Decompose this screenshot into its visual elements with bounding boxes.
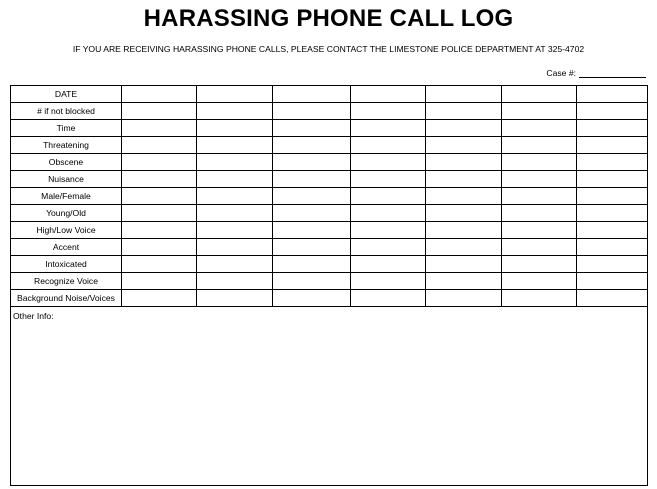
entry-cell[interactable] <box>351 188 426 205</box>
entry-cell[interactable] <box>426 171 502 188</box>
entry-cell[interactable] <box>351 239 426 256</box>
log-row <box>11 86 648 103</box>
entry-cell[interactable] <box>502 86 577 103</box>
entry-cell[interactable] <box>351 103 426 120</box>
row-label: High/Low Voice <box>11 222 122 239</box>
entry-cell[interactable] <box>273 154 351 171</box>
entry-cell[interactable] <box>502 188 577 205</box>
row-label: Threatening <box>11 137 122 154</box>
case-number-blank[interactable] <box>579 68 646 78</box>
entry-cell[interactable] <box>197 188 273 205</box>
case-number-label: Case #: <box>546 68 576 78</box>
entry-cell[interactable] <box>122 273 197 290</box>
row-label: Accent <box>11 239 122 256</box>
entry-cell[interactable] <box>197 120 273 137</box>
entry-cell[interactable] <box>502 137 577 154</box>
call-log-table <box>10 85 648 307</box>
log-row <box>11 222 648 239</box>
entry-cell[interactable] <box>351 137 426 154</box>
entry-cell[interactable] <box>122 103 197 120</box>
log-row <box>11 256 648 273</box>
entry-cell[interactable] <box>502 256 577 273</box>
other-info-label: Other Info: <box>13 311 54 321</box>
entry-cell[interactable] <box>351 273 426 290</box>
entry-cell[interactable] <box>197 137 273 154</box>
entry-cell[interactable] <box>426 273 502 290</box>
entry-cell[interactable] <box>426 290 502 307</box>
entry-cell[interactable] <box>502 222 577 239</box>
entry-cell[interactable] <box>426 256 502 273</box>
entry-cell[interactable] <box>351 154 426 171</box>
entry-cell[interactable] <box>273 205 351 222</box>
entry-cell[interactable] <box>577 239 648 256</box>
entry-cell[interactable] <box>577 120 648 137</box>
row-label: DATE <box>11 86 122 103</box>
entry-cell[interactable] <box>197 86 273 103</box>
form-title: HARASSING PHONE CALL LOG <box>143 5 514 32</box>
entry-cell[interactable] <box>426 154 502 171</box>
entry-cell[interactable] <box>273 273 351 290</box>
entry-cell[interactable] <box>273 239 351 256</box>
entry-cell[interactable] <box>197 222 273 239</box>
entry-cell[interactable] <box>502 120 577 137</box>
entry-cell[interactable] <box>577 103 648 120</box>
row-label: # if not blocked <box>11 103 122 120</box>
entry-cell[interactable] <box>426 137 502 154</box>
entry-cell[interactable] <box>197 154 273 171</box>
log-row <box>11 273 648 290</box>
entry-cell[interactable] <box>426 120 502 137</box>
entry-cell[interactable] <box>351 205 426 222</box>
log-row <box>11 154 648 171</box>
entry-cell[interactable] <box>197 205 273 222</box>
entry-cell[interactable] <box>122 239 197 256</box>
entry-cell[interactable] <box>122 171 197 188</box>
row-label: Young/Old <box>11 205 122 222</box>
log-row <box>11 120 648 137</box>
entry-cell[interactable] <box>577 273 648 290</box>
entry-cell[interactable] <box>502 273 577 290</box>
row-label: Intoxicated <box>11 256 122 273</box>
case-number-field[interactable] <box>546 68 646 78</box>
entry-cell[interactable] <box>426 103 502 120</box>
entry-cell[interactable] <box>122 154 197 171</box>
other-info-box[interactable] <box>10 307 648 486</box>
call-log-body <box>11 86 648 307</box>
entry-cell[interactable] <box>273 222 351 239</box>
log-row <box>11 205 648 222</box>
entry-cell[interactable] <box>273 188 351 205</box>
entry-cell[interactable] <box>197 171 273 188</box>
entry-cell[interactable] <box>351 120 426 137</box>
entry-cell[interactable] <box>197 273 273 290</box>
row-label: Nuisance <box>11 171 122 188</box>
entry-cell[interactable] <box>122 256 197 273</box>
entry-cell[interactable] <box>122 137 197 154</box>
log-row <box>11 188 648 205</box>
entry-cell[interactable] <box>351 290 426 307</box>
entry-cell[interactable] <box>577 222 648 239</box>
log-row <box>11 290 648 307</box>
entry-cell[interactable] <box>426 222 502 239</box>
log-row <box>11 239 648 256</box>
entry-cell[interactable] <box>502 154 577 171</box>
entry-cell[interactable] <box>122 86 197 103</box>
entry-cell[interactable] <box>502 205 577 222</box>
entry-cell[interactable] <box>577 86 648 103</box>
entry-cell[interactable] <box>577 137 648 154</box>
entry-cell[interactable] <box>577 256 648 273</box>
entry-cell[interactable] <box>502 290 577 307</box>
entry-cell[interactable] <box>351 86 426 103</box>
entry-cell[interactable] <box>197 290 273 307</box>
entry-cell[interactable] <box>426 86 502 103</box>
entry-cell[interactable] <box>273 137 351 154</box>
entry-cell[interactable] <box>577 154 648 171</box>
entry-cell[interactable] <box>273 256 351 273</box>
entry-cell[interactable] <box>122 222 197 239</box>
log-row <box>11 103 648 120</box>
entry-cell[interactable] <box>351 171 426 188</box>
entry-cell[interactable] <box>197 103 273 120</box>
row-label: Male/Female <box>11 188 122 205</box>
entry-cell[interactable] <box>197 239 273 256</box>
entry-cell[interactable] <box>426 239 502 256</box>
log-row <box>11 137 648 154</box>
entry-cell[interactable] <box>351 222 426 239</box>
entry-cell[interactable] <box>122 205 197 222</box>
row-label: Background Noise/Voices <box>11 290 122 307</box>
entry-cell[interactable] <box>426 205 502 222</box>
entry-cell[interactable] <box>426 188 502 205</box>
entry-cell[interactable] <box>273 120 351 137</box>
log-row <box>11 171 648 188</box>
entry-cell[interactable] <box>122 188 197 205</box>
entry-cell[interactable] <box>502 239 577 256</box>
entry-cell[interactable] <box>577 290 648 307</box>
contact-notice: IF YOU ARE RECEIVING HARASSING PHONE CALLS, PLEASE CONTACT THE LIMESTONE POLICE DEPARTMENT AT 325-4702 <box>72 44 585 54</box>
row-label: Obscene <box>11 154 122 171</box>
entry-cell[interactable] <box>197 256 273 273</box>
entry-cell[interactable] <box>502 103 577 120</box>
entry-cell[interactable] <box>273 103 351 120</box>
entry-cell[interactable] <box>502 171 577 188</box>
row-label: Time <box>11 120 122 137</box>
entry-cell[interactable] <box>351 256 426 273</box>
row-label: Recognize Voice <box>11 273 122 290</box>
entry-cell[interactable] <box>577 171 648 188</box>
entry-cell[interactable] <box>122 120 197 137</box>
entry-cell[interactable] <box>273 290 351 307</box>
entry-cell[interactable] <box>577 205 648 222</box>
entry-cell[interactable] <box>577 188 648 205</box>
entry-cell[interactable] <box>273 86 351 103</box>
entry-cell[interactable] <box>122 290 197 307</box>
entry-cell[interactable] <box>273 171 351 188</box>
